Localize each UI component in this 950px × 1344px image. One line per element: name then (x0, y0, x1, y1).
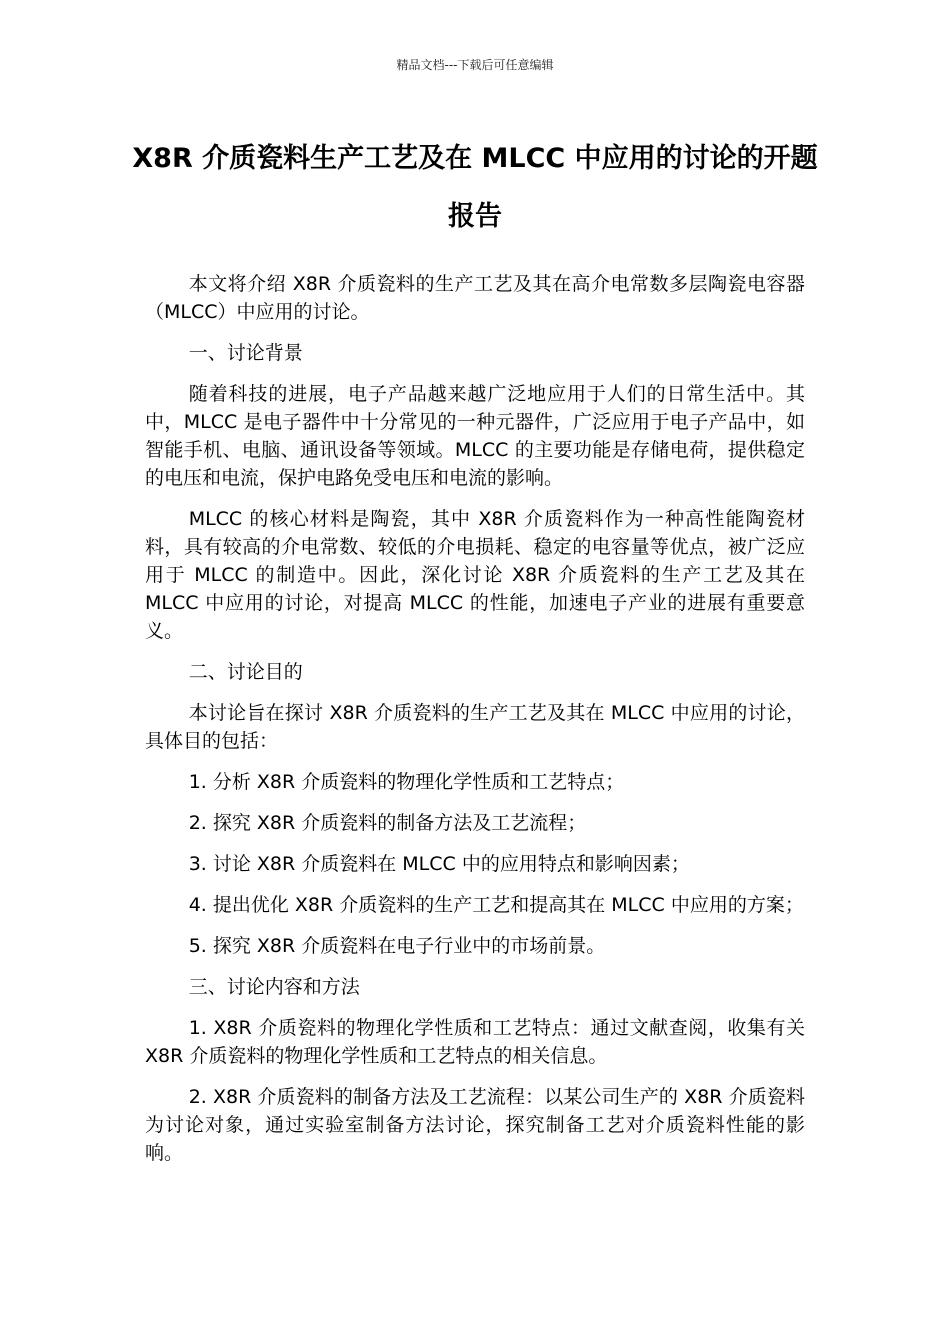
section-heading-content-methods: 三、讨论内容和方法 (188, 976, 360, 998)
background-paragraph-1: 随着科技的进展，电子产品越来越广泛地应用于人们的日常生活中。其中，MLCC 是电子器件中十分常见的一种元器件，广泛应用于电子产品中，如智能手机、电脑、通讯设备等领域。MLCC 的主要功能是存储电荷，提供稳定的电压和电流，保护电路免受电压和电流的影响。 (145, 383, 805, 489)
purpose-item-5: 5. 探究 X8R 介质瓷料在电子行业中的市场前景。 (188, 935, 606, 957)
purpose-item-3: 3. 讨论 X8R 介质瓷料在 MLCC 中的应用特点和影响因素； (188, 853, 690, 875)
section-heading-background: 一、讨论背景 (188, 342, 303, 364)
purpose-paragraph: 本讨论旨在探讨 X8R 介质瓷料的生产工艺及其在 MLCC 中应用的讨论，具体目的包括： (145, 702, 805, 752)
intro-paragraph: 本文将介绍 X8R 介质瓷料的生产工艺及其在高介电常数多层陶瓷电容器（MLCC）中应用的讨论。 (145, 273, 805, 323)
content-item-1: 1. X8R 介质瓷料的物理化学性质和工艺特点：通过文献查阅，收集有关 X8R 介质瓷料的物理化学性质和工艺特点的相关信息。 (145, 1017, 805, 1067)
header-note: 精品文档---下载后可任意编辑 (396, 58, 554, 72)
document-title: X8R 介质瓷料生产工艺及在 MLCC 中应用的讨论的开题报告 (132, 143, 818, 232)
purpose-item-4: 4. 提出优化 X8R 介质瓷料的生产工艺和提高其在 MLCC 中应用的方案； (188, 894, 804, 916)
purpose-item-1: 1. 分析 X8R 介质瓷料的物理化学性质和工艺特点； (188, 771, 625, 793)
document-body (145, 270, 805, 1180)
section-heading-purpose: 二、讨论目的 (188, 661, 303, 683)
background-paragraph-2: MLCC 的核心材料是陶瓷，其中 X8R 介质瓷料作为一种高性能陶瓷材料，具有较高的介电常数、较低的介电损耗、稳定的电容量等优点，被广泛应用于 MLCC 的制造中。因此，深化讨论 X8R 介质瓷料的生产工艺及其在 MLCC 中应用的讨论，对提高 MLCC 的性能，加速电子产业的进展有重要意义。 (145, 508, 805, 642)
purpose-item-2: 2. 探究 X8R 介质瓷料的制备方法及工艺流程； (188, 812, 587, 834)
content-item-2: 2. X8R 介质瓷料的制备方法及工艺流程：以某公司生产的 X8R 介质瓷料为讨论对象，通过实验室制备方法讨论，探究制备工艺对介质瓷料性能的影响。 (145, 1086, 805, 1164)
